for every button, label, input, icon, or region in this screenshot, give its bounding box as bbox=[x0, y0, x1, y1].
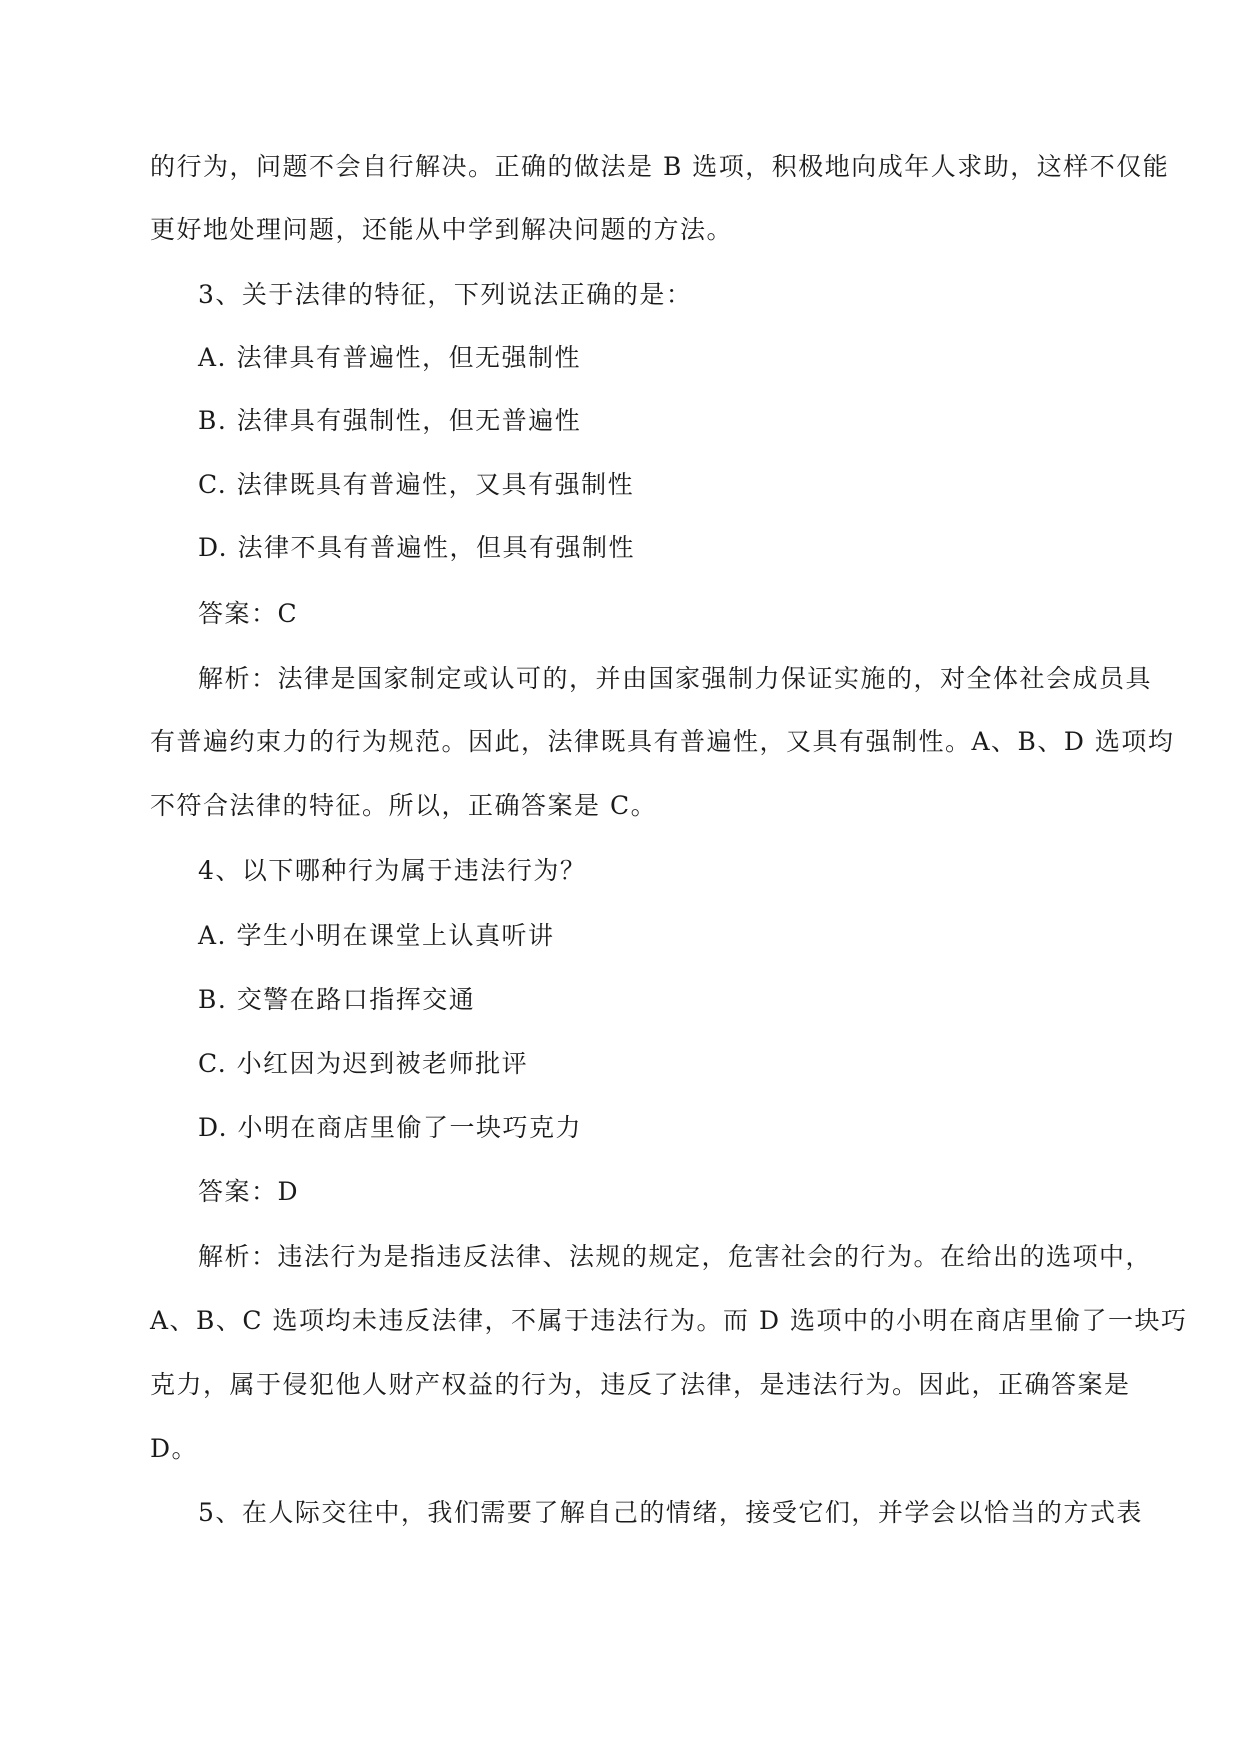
question-4-analysis-line-1: 解析：违法行为是指违反法律、法规的规定，危害社会的行为。在给出的选项中， bbox=[198, 1242, 1153, 1271]
question-3-analysis-line-1: 解析：法律是国家制定或认可的，并由国家强制力保证实施的，对全体社会成员具 bbox=[198, 664, 1153, 693]
question-3-option-a: A. 法律具有普遍性，但无强制性 bbox=[198, 343, 581, 372]
question-4-option-b: B. 交警在路口指挥交通 bbox=[198, 985, 476, 1014]
question-4-option-c: C. 小红因为迟到被老师批评 bbox=[198, 1049, 529, 1078]
question-4-analysis-line-4: D。 bbox=[150, 1434, 199, 1463]
question-3-text: 3、关于法律的特征，下列说法正确的是： bbox=[198, 280, 693, 309]
question-4-analysis-line-3: 克力，属于侵犯他人财产权益的行为，违反了法律，是违法行为。因此，正确答案是 bbox=[150, 1370, 1131, 1399]
question-3-analysis-line-3: 不符合法律的特征。所以，正确答案是 C。 bbox=[150, 791, 658, 820]
question-5-text: 5、在人际交往中，我们需要了解自己的情绪，接受它们，并学会以恰当的方式表 bbox=[198, 1498, 1143, 1527]
q2-analysis-line-2: 更好地处理问题，还能从中学到解决问题的方法。 bbox=[150, 215, 734, 244]
question-4-option-d: D. 小明在商店里偷了一块巧克力 bbox=[198, 1113, 583, 1142]
question-3-analysis-line-2: 有普遍约束力的行为规范。因此，法律既具有普遍性，又具有强制性。A、B、D 选项均 bbox=[150, 727, 1175, 756]
question-4-analysis-line-2: A、B、C 选项均未违反法律，不属于违法行为。而 D 选项中的小明在商店里偷了一块巧 bbox=[150, 1306, 1188, 1335]
q2-analysis-line-1: 的行为，问题不会自行解决。正确的做法是 B 选项，积极地向成年人求助，这样不仅能 bbox=[150, 152, 1170, 181]
question-3-option-d: D. 法律不具有普遍性，但具有强制性 bbox=[198, 533, 636, 562]
question-4-answer: 答案：D bbox=[198, 1177, 300, 1206]
question-3-option-b: B. 法律具有强制性，但无普遍性 bbox=[198, 406, 582, 435]
question-4-text: 4、以下哪种行为属于违法行为？ bbox=[198, 856, 587, 885]
question-4-option-a: A. 学生小明在课堂上认真听讲 bbox=[198, 921, 555, 950]
question-3-option-c: C. 法律既具有普遍性，又具有强制性 bbox=[198, 470, 635, 499]
question-3-answer: 答案：C bbox=[198, 599, 299, 628]
